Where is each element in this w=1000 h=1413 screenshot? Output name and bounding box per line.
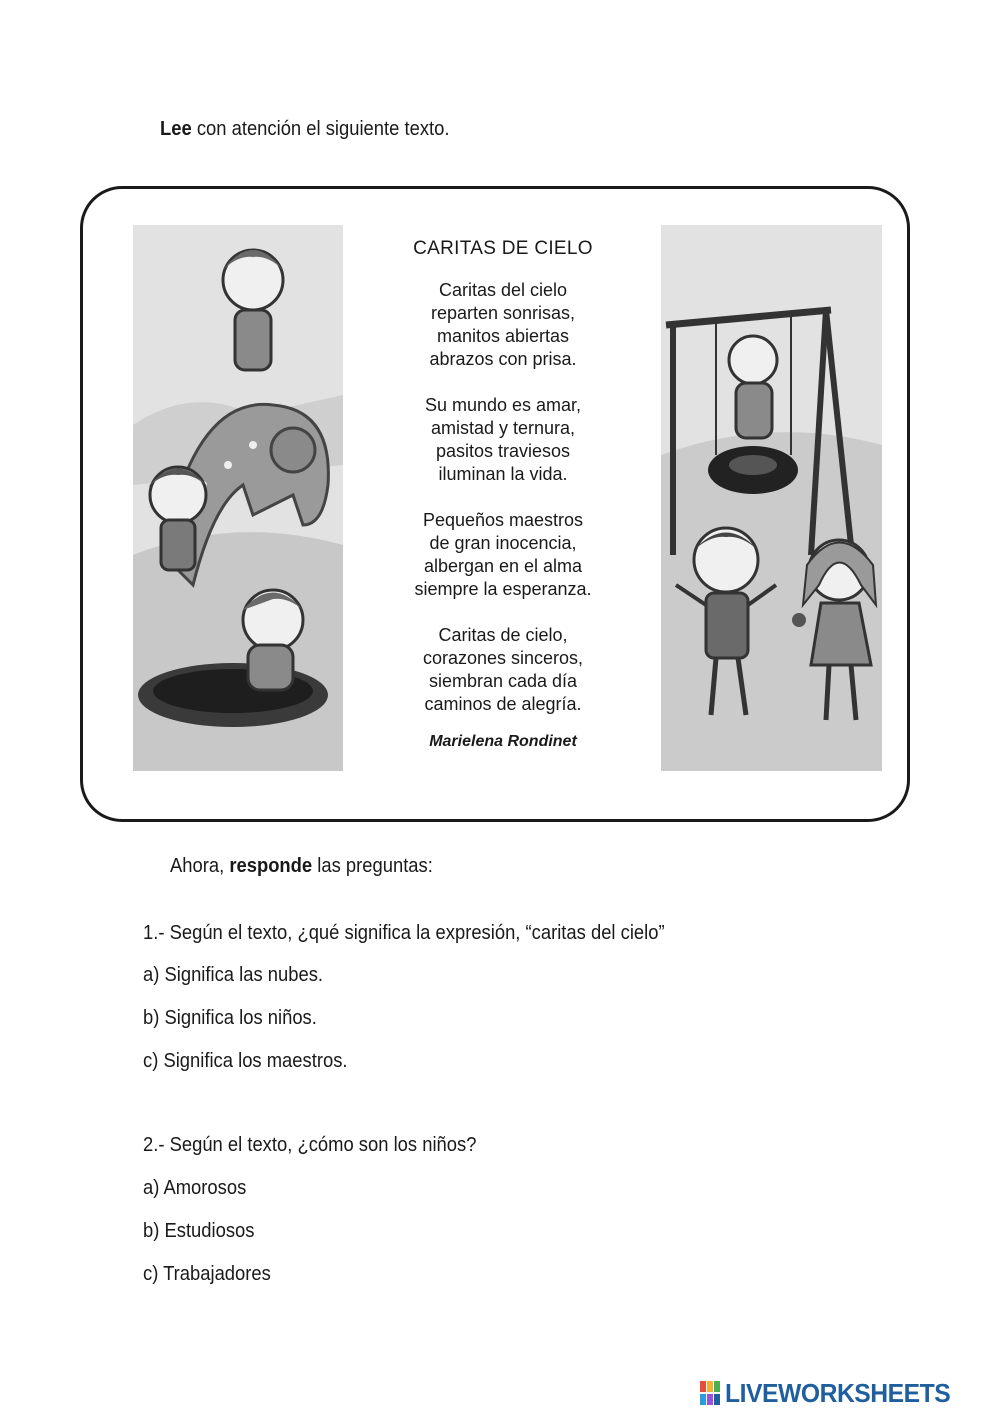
poem-line: caminos de alegría. <box>424 694 582 714</box>
poem-line: de gran inocencia, <box>429 533 577 553</box>
question-1-option-a[interactable]: a) Significa las nubes. <box>143 964 324 986</box>
intro-rest: con atención el siguiente texto. <box>191 118 450 140</box>
poem-stanza-4 <box>378 624 628 716</box>
poem-title: CARITAS DE CIELO <box>413 238 593 259</box>
poem-line: albergan en el alma <box>423 556 583 576</box>
question-1: 1.- Según el texto, ¿qué significa la expresión, “caritas del cielo” <box>143 922 665 944</box>
instructions-bold: responde <box>229 855 313 877</box>
children-slide-illustration <box>133 225 343 771</box>
question-1-option-c[interactable]: c) Significa los maestros. <box>143 1050 348 1072</box>
playground-illustration-left <box>133 225 343 771</box>
children-swing-illustration <box>661 225 882 771</box>
poem-stanza-3 <box>378 509 628 601</box>
poem-line: siempre la esperanza. <box>414 579 592 599</box>
poem-line: Pequeños maestros <box>422 510 584 530</box>
poem-line: Caritas de cielo, <box>438 625 568 645</box>
instructions-suffix: las preguntas: <box>312 855 433 877</box>
poem-line: pasitos traviesos <box>435 441 571 461</box>
question-2-option-b[interactable]: b) Estudiosos <box>143 1220 255 1242</box>
intro-bold: Lee <box>160 118 192 140</box>
instructions-prefix: Ahora, <box>170 855 230 877</box>
question-2: 2.- Según el texto, ¿cómo son los niños? <box>143 1134 477 1156</box>
poem <box>378 238 628 751</box>
poem-line: Su mundo es amar, <box>424 395 582 415</box>
poem-line: reparten sonrisas, <box>430 303 576 323</box>
poem-stanza-1 <box>378 279 628 371</box>
poem-line: amistad y ternura, <box>430 418 576 438</box>
question-2-option-c[interactable]: c) Trabajadores <box>143 1263 271 1285</box>
question-2-option-a[interactable]: a) Amorosos <box>143 1177 247 1199</box>
intro-text <box>160 118 449 141</box>
poem-stanza-2 <box>378 394 628 486</box>
poem-line: Caritas del cielo <box>438 280 568 300</box>
poem-line: manitos abiertas <box>436 326 570 346</box>
liveworksheets-brand <box>700 1377 962 1408</box>
poem-line: siembran cada día <box>428 671 578 691</box>
question-1-option-b[interactable]: b) Significa los niños. <box>143 1007 317 1029</box>
instructions <box>170 855 433 878</box>
poem-line: iluminan la vida. <box>438 464 568 484</box>
liveworksheets-logo-icon <box>700 1381 722 1405</box>
poem-author: Marielena Rondinet <box>429 733 577 750</box>
playground-illustration-right <box>661 225 882 771</box>
brand-name: LIVEWORKSHEETS <box>725 1377 951 1408</box>
poem-line: abrazos con prisa. <box>429 349 577 369</box>
poem-line: corazones sinceros, <box>422 648 584 668</box>
